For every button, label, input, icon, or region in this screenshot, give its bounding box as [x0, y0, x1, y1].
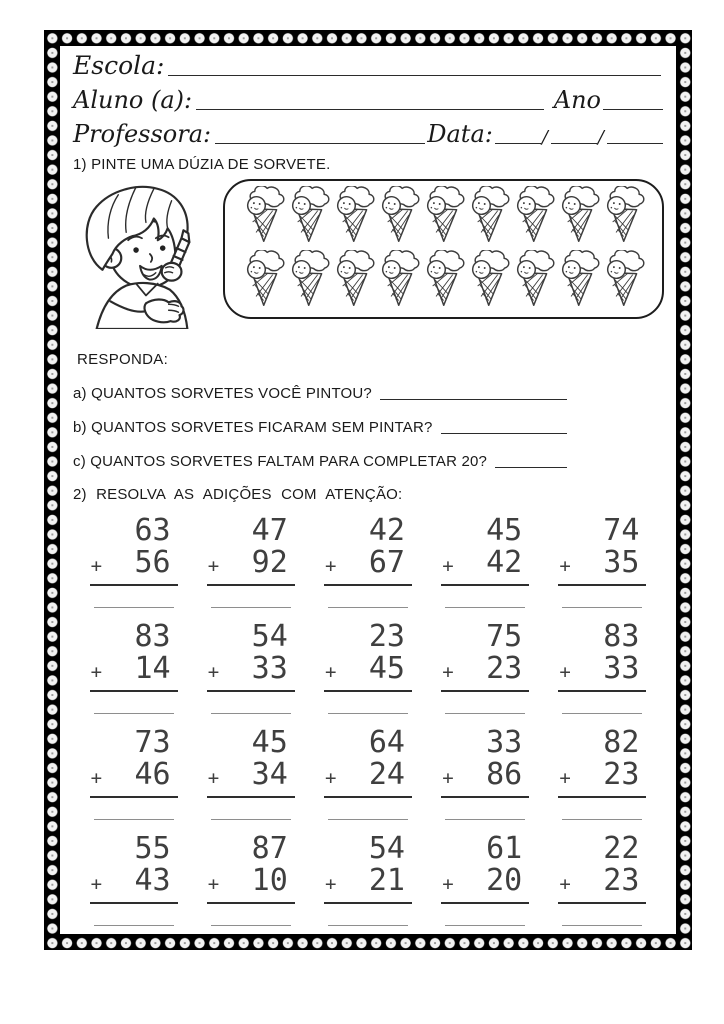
student-line: [73, 86, 663, 114]
question-a: [73, 385, 663, 402]
school-field[interactable]: [168, 65, 661, 76]
answer-blank[interactable]: [445, 925, 525, 926]
addition-problem-19: [441, 833, 529, 926]
plus-sign: +: [442, 661, 454, 683]
addend-top: 83: [603, 619, 640, 654]
addition-problem-17: [207, 833, 295, 926]
addend-bottom: 56: [134, 545, 171, 580]
addend-top: 73: [134, 725, 171, 760]
addend-top: 55: [134, 831, 171, 866]
date-year-field[interactable]: [607, 133, 663, 144]
plus-sign: +: [207, 767, 220, 789]
teacher-field[interactable]: [215, 133, 425, 144]
addend-top: 47: [251, 513, 288, 548]
answer-blank[interactable]: [445, 713, 525, 714]
addition-problem-4: [441, 515, 529, 608]
icecream-icon[interactable]: [376, 250, 421, 313]
addition-problem-13: [324, 727, 412, 820]
school-label: Escola:: [73, 51, 165, 80]
addend-bottom: 23: [603, 757, 640, 792]
addend-bottom: 67: [368, 545, 405, 580]
addend-bottom: 86: [486, 757, 523, 792]
addend-top: 64: [368, 725, 405, 760]
addend-bottom: 34: [251, 757, 288, 792]
decorative-rosette-frame: [44, 30, 692, 950]
addition-problem-6: [90, 621, 178, 714]
answer-blank[interactable]: [328, 925, 408, 926]
addend-top: 82: [603, 725, 640, 760]
date-slash: /: [541, 127, 548, 148]
addend-bottom: 20: [486, 863, 523, 898]
addition-problem-9: [441, 621, 529, 714]
addend-bottom: 45: [368, 651, 405, 686]
question-b-answer-blank[interactable]: [441, 425, 567, 434]
addend-bottom: 33: [251, 651, 288, 686]
addition-problem-5: [558, 515, 646, 608]
addend-top: 54: [368, 831, 405, 866]
year-field[interactable]: [603, 99, 663, 110]
addend-top: 83: [134, 619, 171, 654]
date-slash: /: [597, 127, 604, 148]
addition-problem-12: [207, 727, 295, 820]
addend-bottom: 35: [603, 545, 640, 580]
addition-problem-7: [207, 621, 295, 714]
addend-top: 75: [486, 619, 523, 654]
question-b: [73, 419, 663, 436]
icecream-icon[interactable]: [601, 186, 646, 249]
answer-blank[interactable]: [328, 819, 408, 820]
icecream-icon[interactable]: [601, 250, 646, 313]
answer-blank[interactable]: [94, 607, 174, 608]
activity1-title: 1) PINTE UMA DÚZIA DE SORVETE.: [73, 156, 331, 173]
addition-problem-2: [207, 515, 295, 608]
question-c-answer-blank[interactable]: [495, 459, 567, 468]
plus-sign: +: [324, 767, 337, 789]
plus-sign: +: [324, 555, 337, 577]
icecream-icon[interactable]: [241, 250, 286, 313]
icecream-icon[interactable]: [421, 186, 466, 249]
addition-problem-15: [558, 727, 646, 820]
plus-sign: +: [559, 661, 571, 683]
addend-top: 74: [603, 513, 640, 548]
icecream-box: [223, 179, 664, 319]
answer-blank[interactable]: [328, 607, 408, 608]
addition-problem-11: [90, 727, 178, 820]
addition-problem-20: [558, 833, 646, 926]
addend-bottom: 23: [486, 651, 523, 686]
child-with-crayon-illustration: [65, 179, 217, 329]
addend-bottom: 24: [368, 757, 405, 792]
addend-bottom: 92: [251, 545, 288, 580]
plus-sign: +: [559, 555, 571, 577]
addend-bottom: 23: [603, 863, 640, 898]
student-label: Aluno (a):: [73, 86, 193, 114]
teacher-line: [73, 120, 663, 148]
plus-sign: +: [559, 767, 571, 789]
plus-sign: +: [90, 767, 103, 789]
answer-blank[interactable]: [94, 925, 174, 926]
addend-bottom: 46: [134, 757, 171, 792]
icecream-icon[interactable]: [241, 186, 286, 249]
answer-blank[interactable]: [211, 925, 291, 926]
icecream-icon[interactable]: [466, 250, 511, 313]
plus-sign: +: [559, 873, 571, 895]
activity1-illustration-row: [73, 179, 663, 329]
answer-blank[interactable]: [562, 607, 642, 608]
plus-sign: +: [90, 555, 103, 577]
addend-top: 45: [486, 513, 523, 548]
question-a-answer-blank[interactable]: [380, 391, 567, 400]
answer-blank[interactable]: [211, 607, 291, 608]
icecream-icon[interactable]: [421, 250, 466, 313]
addend-bottom: 10: [251, 863, 288, 898]
answer-blank[interactable]: [562, 925, 642, 926]
answer-blank[interactable]: [562, 819, 642, 820]
answer-blank[interactable]: [328, 713, 408, 714]
addend-top: 42: [368, 513, 405, 548]
plus-sign: +: [90, 661, 103, 683]
addend-top: 61: [486, 831, 523, 866]
addend-top: 22: [603, 831, 640, 866]
addition-problem-1: [90, 515, 178, 608]
addition-problem-8: [324, 621, 412, 714]
addition-problem-14: [441, 727, 529, 820]
plus-sign: +: [207, 555, 220, 577]
addend-bottom: 43: [134, 863, 171, 898]
icecream-icon[interactable]: [376, 186, 421, 249]
addend-top: 54: [251, 619, 288, 654]
addend-top: 33: [486, 725, 523, 760]
addition-problem-18: [324, 833, 412, 926]
question-c-label: c) QUANTOS SORVETES FALTAM PARA COMPLETAR 20?: [73, 453, 488, 470]
icecream-icon[interactable]: [511, 186, 556, 249]
plus-sign: +: [324, 873, 337, 895]
answer-blank[interactable]: [211, 819, 291, 820]
icecream-row: [241, 250, 646, 314]
answer-blank[interactable]: [94, 819, 174, 820]
addend-top: 87: [251, 831, 288, 866]
addend-bottom: 33: [603, 651, 640, 686]
icecream-icon[interactable]: [286, 186, 331, 249]
date-month-field[interactable]: [551, 133, 597, 144]
addend-bottom: 21: [368, 863, 405, 898]
icecream-icon[interactable]: [331, 250, 376, 313]
year-label: Ano: [553, 86, 601, 114]
teacher-label: Professora:: [73, 120, 212, 148]
date-label: Data:: [427, 120, 493, 148]
icecream-icon[interactable]: [556, 250, 601, 313]
plus-sign: +: [324, 661, 337, 683]
activity2-title: 2) RESOLVA AS ADIÇÕES COM ATENÇÃO:: [73, 486, 403, 503]
addend-top: 23: [368, 619, 405, 654]
worksheet-content: [59, 45, 677, 935]
icecream-icon[interactable]: [511, 250, 556, 313]
addend-top: 63: [134, 513, 171, 548]
plus-sign: +: [442, 873, 454, 895]
responda-title: RESPONDA:: [77, 351, 169, 368]
student-field[interactable]: [196, 99, 544, 110]
addition-problems-grid: [75, 515, 661, 926]
addend-bottom: 42: [486, 545, 523, 580]
date-day-field[interactable]: [495, 133, 541, 144]
addition-problem-10: [558, 621, 646, 714]
addend-bottom: 14: [134, 651, 171, 686]
question-b-label: b) QUANTOS SORVETES FICARAM SEM PINTAR?: [73, 419, 433, 436]
icecream-icon[interactable]: [286, 250, 331, 313]
icecream-icon[interactable]: [556, 186, 601, 249]
plus-sign: +: [90, 873, 103, 895]
icecream-row: [241, 186, 646, 250]
addition-problem-16: [90, 833, 178, 926]
plus-sign: +: [442, 767, 454, 789]
question-a-label: a) QUANTOS SORVETES VOCÊ PINTOU?: [73, 385, 372, 402]
answer-blank[interactable]: [562, 713, 642, 714]
answer-blank[interactable]: [445, 819, 525, 820]
answer-blank[interactable]: [445, 607, 525, 608]
question-c: [73, 453, 663, 470]
addition-problem-3: [324, 515, 412, 608]
answer-blank[interactable]: [211, 713, 291, 714]
answer-blank[interactable]: [94, 713, 174, 714]
plus-sign: +: [442, 555, 454, 577]
icecream-icon[interactable]: [466, 186, 511, 249]
icecream-icon[interactable]: [331, 186, 376, 249]
school-line: [73, 52, 663, 80]
addend-top: 45: [251, 725, 288, 760]
plus-sign: +: [207, 661, 220, 683]
plus-sign: +: [207, 873, 220, 895]
